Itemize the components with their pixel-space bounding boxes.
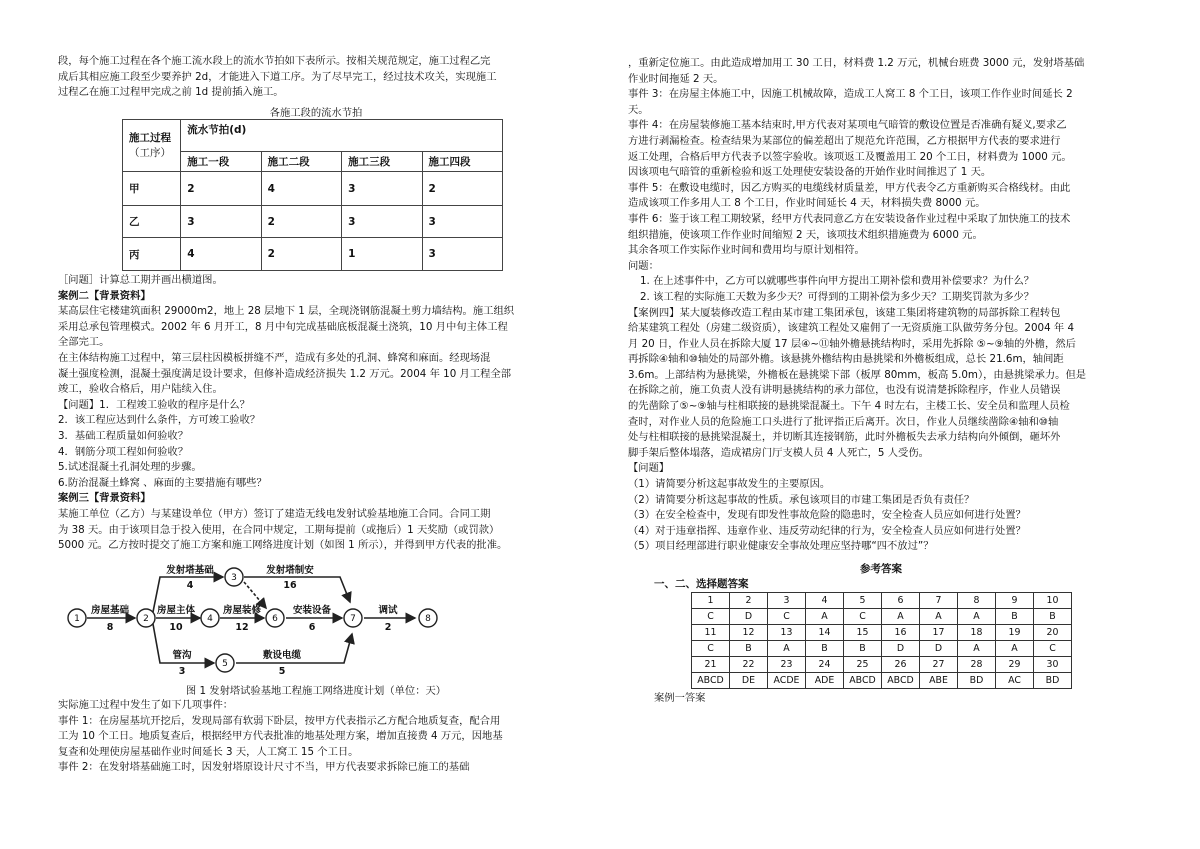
activity-duration: 10 <box>169 622 183 633</box>
text-line: 事件 5：在敷设电缆时，因乙方购买的电缆线材质量差，甲方代表令乙方重新购买合格线材。由此 <box>628 181 1071 194</box>
answer-cell: A <box>996 641 1034 657</box>
activity-duration: 12 <box>235 622 249 633</box>
answer-row <box>692 673 1072 689</box>
text-line: 采用总承包管理模式。2002 年 6 月开工，8 月中旬完成基础底板混凝土浇筑，10 月中旬主体工程 <box>58 320 508 333</box>
question-line: ［问题］计算总工期并画出横道图。 <box>58 274 223 286</box>
question-line: （5）项目经理部进行职业健康安全事故处理应坚持哪“四不放过”？ <box>628 540 934 553</box>
node-number: 2 <box>143 614 149 624</box>
text-line: 工为 10 个工日。地质复查后，根据经甲方代表批准的地基处理方案，增加直接费 4 万元，因地基 <box>58 730 503 743</box>
answer-cell: D <box>882 641 920 657</box>
node-number: 7 <box>350 614 356 624</box>
question-line: （4）对于违章指挥、违章作业、违反劳动纪律的行为，安全检查人员应如何进行处置？ <box>628 524 1026 537</box>
answer-cell: 4 <box>806 593 844 609</box>
text-line: 给某建筑工程处（房建二级资质），该建筑工程处又雇佣了一无资质施工队做劳务分包。2004 年 4 <box>628 322 1075 335</box>
activity-duration: 6 <box>308 622 316 633</box>
activity-duration: 16 <box>283 580 297 591</box>
text-line: 脚手架后整体塌落，造成裙房门厅支模人员 4 人死亡，5 人受伤。 <box>628 446 929 459</box>
answer-cell: D <box>730 609 768 625</box>
answer-cell: A <box>920 609 958 625</box>
cell: 2 <box>261 238 341 271</box>
text-line: 查时，对作业人员的危险施工口头进行了批评指正后离开。次日，作业人员继续凿除④轴和⑩轴 <box>628 415 1059 428</box>
answer-cell: 18 <box>958 625 996 641</box>
text-line: 返工处理，合格后甲方代表予以签字验收。该项返工及覆盖用工 20 个工日，材料费为 1000 元。 <box>628 150 1072 163</box>
segment-header: 施工二段 <box>261 152 341 172</box>
answer-cell: B <box>1034 609 1072 625</box>
segment-header: 施工一段 <box>181 152 261 172</box>
answer-cell: 12 <box>730 625 768 641</box>
table-row <box>123 206 503 238</box>
answer-cell: BD <box>1034 673 1072 689</box>
row-name: 乙 <box>123 206 181 238</box>
activity-name: 调试 <box>378 605 398 616</box>
answer-cell: 24 <box>806 657 844 673</box>
answer-cell: C <box>768 609 806 625</box>
answer-cell: A <box>958 609 996 625</box>
activity-duration: 5 <box>278 666 286 677</box>
text-line: 事件 3：在房屋主体施工中，因施工机械故障，造成工人窝工 8 个工日，该项工作作业时间延长 2 <box>628 88 1073 101</box>
answer-cell: BD <box>958 673 996 689</box>
answer-cell: 10 <box>1034 593 1072 609</box>
cell: 2 <box>181 172 261 206</box>
text-line: 为 38 天。由于该项目急于投入使用，在合同中规定，工期每提前（或拖后）1 天奖励（或罚款） <box>58 523 500 536</box>
question-line: 5.试述混凝土孔洞处理的步骤。 <box>58 461 202 474</box>
answer-cell: ADE <box>806 673 844 689</box>
answer-row <box>692 625 1072 641</box>
node-number: 4 <box>207 614 213 624</box>
answer-cell: 7 <box>920 593 958 609</box>
answer-cell: 8 <box>958 593 996 609</box>
answer-cell: A <box>806 609 844 625</box>
question-line: 【问题】1．工程竣工验收的程序是什么？ <box>58 398 250 411</box>
answer-cell: B <box>996 609 1034 625</box>
answer-cell: 15 <box>844 625 882 641</box>
cell: 2 <box>261 206 341 238</box>
answer-cell: ABCD <box>882 673 920 689</box>
text-line: 实际施工过程中发生了如下几项事件： <box>58 699 234 711</box>
answer-table <box>691 592 1072 689</box>
activity-duration: 4 <box>186 580 194 591</box>
answer-cell: 6 <box>882 593 920 609</box>
activity-name: 敷设电缆 <box>262 650 302 661</box>
answer-cell: 27 <box>920 657 958 673</box>
cell: 4 <box>261 172 341 206</box>
case-heading: 案例三【背景资料】 <box>58 492 151 505</box>
answer-cell: AC <box>996 673 1034 689</box>
answer-cell: 17 <box>920 625 958 641</box>
activity-duration: 2 <box>384 622 392 633</box>
answer-cell: ABCD <box>844 673 882 689</box>
segment-header: 施工三段 <box>342 152 422 172</box>
question-line: 4．钢筋分项工程如何验收？ <box>58 445 189 458</box>
answer-cell: 19 <box>996 625 1034 641</box>
answer-cell: 14 <box>806 625 844 641</box>
answer-cell: A <box>958 641 996 657</box>
node-number: 1 <box>74 614 80 624</box>
answer-cell: 29 <box>996 657 1034 673</box>
text-line: 全部完工。 <box>58 336 110 349</box>
answer-cell: 30 <box>1034 657 1072 673</box>
answer-row <box>692 609 1072 625</box>
text-line: 3.6m。上部结构为悬挑梁，外檐板在悬挑梁下部（板厚 80mm，板高 5.0m），由悬挑梁承力。但是 <box>628 368 1087 381</box>
answer-cell: 5 <box>844 593 882 609</box>
text-line: 方进行剥漏检查。检查结果为某部位的偏差超出了规范允许范围，乙方根据甲方代表的要求进行 <box>628 134 1061 147</box>
answer-cell: 9 <box>996 593 1034 609</box>
question-line: （3）在安全检查中，发现有即发性事故危险的隐患时，安全检查人员应如何进行处置？ <box>628 509 1026 522</box>
network-diagram <box>60 560 460 678</box>
table-header-beat: 流水节拍(d) <box>181 120 503 152</box>
node-number: 3 <box>231 573 237 583</box>
answer-cell: 3 <box>768 593 806 609</box>
choice-answer-title: 一、二、选择题答案 <box>654 578 749 590</box>
reference-answer-title: 参考答案 <box>860 563 902 575</box>
cell: 3 <box>422 238 502 271</box>
text-line: 【案例四】某大厦装修改造工程由某市建工集团承包，该建工集团将建筑物的局部拆除工程转包 <box>628 306 1061 319</box>
text-line: 事件 1：在房屋基坑开挖后，发现局部有软弱下卧层，按甲方代表指示乙方配合地质复查，配合用 <box>58 714 501 727</box>
text-line: 作业时间拖延 2 天。 <box>628 72 724 85</box>
node-number: 6 <box>272 614 278 624</box>
activity-name: 房屋主体 <box>156 605 196 616</box>
text-line: 在拆除之前，施工负责人没有讲明悬挑结构的承力部位，也没有说清楚拆除程序，作业人员错误 <box>628 384 1061 397</box>
cell: 3 <box>342 206 422 238</box>
text-line: 复查和处理使房屋基础作业时间延长 3 天，人工窝工 15 个工日。 <box>58 745 359 758</box>
activity-name: 发射塔制安 <box>266 565 314 576</box>
text-line: 问题： <box>628 259 659 272</box>
answer-cell: C <box>692 641 730 657</box>
question-line: 2. 该工程的实际施工天数为多少天？可得到的工期补偿为多少天？工期奖罚款为多少？ <box>640 290 1035 303</box>
case1-answer-heading: 案例一答案 <box>654 692 706 704</box>
row-name: 甲 <box>123 172 181 206</box>
case-heading: 案例二【背景资料】 <box>58 289 151 302</box>
text-line: 月 20 日，作业人员在拆除大厦 17 层④~⑪轴外檐悬挑结构时，采用先拆除 ⑤~⑨轴的外檐，然后 <box>628 337 1076 350</box>
answer-row <box>692 593 1072 609</box>
case-text-block <box>58 273 574 554</box>
answer-cell: 20 <box>1034 625 1072 641</box>
answer-cell: ABCD <box>692 673 730 689</box>
text-line: ，重新定位施工。由此造成增加用工 30 工日，材料费 1.2 万元，机械台班费 3000 元，发射塔基础 <box>628 57 1085 69</box>
answer-cell: 13 <box>768 625 806 641</box>
activity-name: 安装设备 <box>292 605 332 616</box>
node-number: 8 <box>425 614 431 624</box>
activity-name: 房屋装修 <box>222 605 262 616</box>
activity-arrow <box>244 577 350 602</box>
text-line: 过程乙在施工过程甲完成之前 1d 提前插入施工。 <box>58 86 284 99</box>
text-line: 处与柱相联接的悬挑梁混凝土，并切断其连接钢筋，此时外檐板失去承力结构向外倾倒，砸坏外 <box>628 431 1061 444</box>
answer-row <box>692 641 1072 657</box>
text-line: 的先凿除了⑤~⑨轴与柱相联接的悬挑梁混凝土。下午 4 时左右，主楼工长、安全员和监理人员检 <box>628 400 1070 413</box>
text-line: 事件 4：在房屋装修施工基本结束时,甲方代表对某项电气暗管的敷设位置是否准确有疑义,要求乙 <box>628 119 1067 132</box>
table-header-process <box>123 120 181 172</box>
question-line: （1）请简要分析这起事故发生的主要原因。 <box>628 478 831 491</box>
answer-cell: B <box>844 641 882 657</box>
answer-cell: 16 <box>882 625 920 641</box>
case-question-heading: 【问题】 <box>628 462 670 475</box>
flow-beat-table <box>122 119 503 271</box>
text-line: 事件 2：在发射塔基础施工时，因发射塔原设计尺寸不当，甲方代表要求拆除已施工的基础 <box>58 761 470 774</box>
activity-name: 发射塔基础 <box>166 565 214 576</box>
node-number: 5 <box>222 659 228 669</box>
answer-row <box>692 657 1072 673</box>
answer-cell: B <box>730 641 768 657</box>
cell: 2 <box>422 172 502 206</box>
text-line: 再拆除④轴和⑩轴处的局部外檐。该悬挑外檐结构由悬挑梁和外檐板组成，总长 21.6m，轴间距 <box>628 353 1064 366</box>
text-line: 天。 <box>628 103 649 116</box>
answer-cell: 25 <box>844 657 882 673</box>
text-line: 某施工单位（乙方）与某建设单位（甲方）签订了建造无线电发射试验基地施工合同。合同工期 <box>58 507 491 520</box>
header-text: 施工过程 <box>129 131 171 144</box>
intro-text <box>58 54 574 101</box>
question-line: 2．该工程应达到什么条件，方可竣工验收？ <box>58 414 261 427</box>
answer-cell: D <box>920 641 958 657</box>
table-row <box>123 238 503 271</box>
answer-cell: 22 <box>730 657 768 673</box>
activity-name: 房屋基础 <box>90 605 130 616</box>
segment-header: 施工四段 <box>422 152 502 172</box>
row-name: 丙 <box>123 238 181 271</box>
answer-cell: DE <box>730 673 768 689</box>
question-line: （2）请简要分析这起事故的性质。承包该项目的市建工集团是否负有责任？ <box>628 493 975 506</box>
answer-cell: ABE <box>920 673 958 689</box>
cell: 3 <box>342 172 422 206</box>
figure-caption: 图 1 发射塔试验基地工程施工网络进度计划（单位：天） <box>185 685 447 697</box>
cell: 1 <box>342 238 422 271</box>
text-line: 在主体结构施工过程中，第三层柱因模板拼缝不严，造成有多处的孔洞、蜂窝和麻面。经现场混 <box>58 351 491 364</box>
text-line: 其余各项工作实际作业时间和费用均与原计划相符。 <box>628 244 865 257</box>
text-line: 凝土强度检测，混凝土强度满足设计要求，但修补造成经济损失 1.2 万元。2004 年 10 月工程全部 <box>58 367 512 380</box>
activity-duration: 3 <box>178 666 186 677</box>
text-line: 5000 元。乙方按时提交了施工方案和施工网络进度计划（如图 1 所示），并得到甲方代表的批准。 <box>58 539 508 552</box>
table-title: 各施工段的流水节拍 <box>269 107 363 119</box>
answer-cell: C <box>1034 641 1072 657</box>
answer-cell: 28 <box>958 657 996 673</box>
events-left <box>58 698 574 776</box>
text-line: 某高层住宅楼建筑面积 29000m2，地上 28 层地下 1 层，全现浇钢筋混凝土剪力墙结构。施工组织 <box>58 305 515 318</box>
cell: 3 <box>181 206 261 238</box>
answer-cell: A <box>882 609 920 625</box>
answer-cell: 23 <box>768 657 806 673</box>
text-line: 造成该项工作多用人工 8 个工日，作业时间延长 4 天，材料损失费 8000 元。 <box>628 197 986 210</box>
answer-cell: C <box>692 609 730 625</box>
answer-cell: 1 <box>692 593 730 609</box>
question-line: 1. 在上述事件中，乙方可以就哪些事件向甲方提出工期补偿和费用补偿要求？为什么？ <box>640 275 1035 288</box>
text-line: 成后其相应施工段至少要养护 2d，才能进入下道工序。为了尽早完工，经过技术攻关，实现施工 <box>58 70 497 83</box>
text-line: 事件 6：鉴于该工程工期较紧，经甲方代表同意乙方在安装设备作业过程中采取了加快施工的技术 <box>628 212 1071 225</box>
header-text: （工序） <box>129 146 171 159</box>
answer-cell: 26 <box>882 657 920 673</box>
right-column <box>628 56 1122 555</box>
cell: 4 <box>181 238 261 271</box>
cell: 3 <box>422 206 502 238</box>
question-line: 3．基础工程质量如何验收？ <box>58 429 189 442</box>
answer-cell: ACDE <box>768 673 806 689</box>
answer-cell: B <box>806 641 844 657</box>
activity-duration: 8 <box>106 622 114 633</box>
answer-cell: A <box>768 641 806 657</box>
answer-cell: 21 <box>692 657 730 673</box>
text-line: 段，每个施工过程在各个施工流水段上的流水节拍如下表所示。按相关规范规定，施工过程乙完 <box>58 55 491 67</box>
question-line: 6.防治混凝土蜂窝 、麻面的主要措施有哪些？ <box>58 476 267 489</box>
table-row <box>123 172 503 206</box>
text-line: 竣工，验收合格后，用户陆续入住。 <box>58 383 223 396</box>
answer-cell: 11 <box>692 625 730 641</box>
answer-cell: 2 <box>730 593 768 609</box>
text-line: 组织措施，使该项工作作业时间缩短 2 天，该项技术组织措施费为 6000 元。 <box>628 228 983 241</box>
answer-cell: C <box>844 609 882 625</box>
activity-name: 管沟 <box>172 650 192 661</box>
text-line: 因该项电气暗管的重新检验和返工处理使安装设备的开始作业时间推迟了 1 天。 <box>628 166 992 179</box>
